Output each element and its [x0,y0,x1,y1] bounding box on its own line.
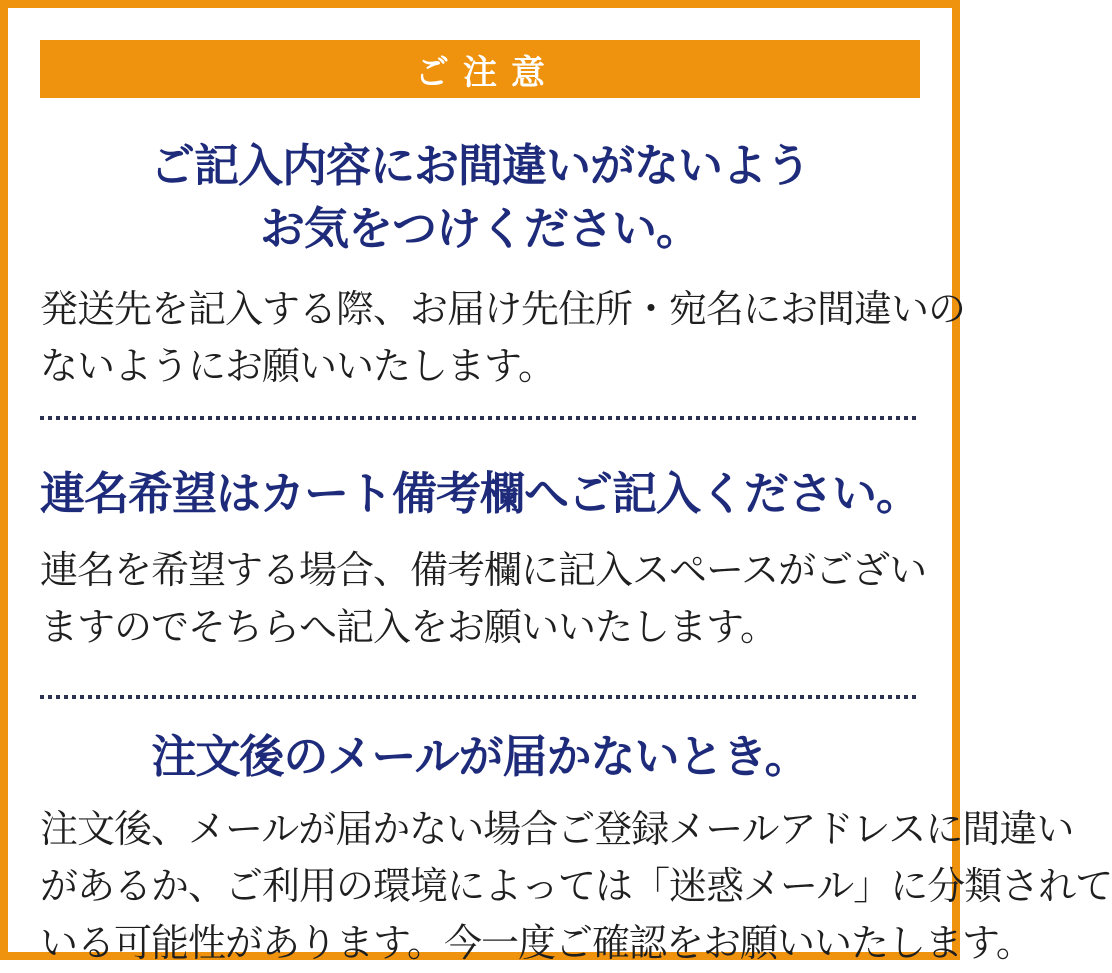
notice-header-bar [40,40,920,98]
body-line: 発送先を記入する際、お届け先住所・宛名にお間違いの [40,289,966,331]
section-entry-check [8,134,966,396]
dotted-divider [40,695,920,699]
heading-line: お気をつけください。 [259,203,700,254]
section-body [40,282,966,396]
body-line: があるか、ご利用の環境によっては「迷惑メール」に分類されて [40,866,1112,908]
body-line: いる可能性があります。今一度ご確認をお願いいたします。 [40,923,1033,965]
heading-line: ご記入内容にお間違いがないよう [149,140,810,191]
notice-title: ご注意 [415,53,559,92]
section-heading [40,725,920,788]
body-line: 注文後、メールが届かない場合ご登録メールアドレスに間違い [40,809,1074,851]
dotted-divider [40,416,920,420]
section-heading [40,134,920,260]
section-heading [40,462,920,525]
heading-line: 注文後のメールが届かないとき。 [151,731,809,782]
body-line: ないようにお願いいたします。 [40,346,555,388]
body-line: ますのでそちらへ記入をお願いいたします。 [40,607,777,649]
body-line: 連名を希望する場合、備考欄に記入スペースがござい [40,550,927,592]
section-body [40,802,1112,973]
section-body [40,543,927,657]
heading-line: 連名希望はカート備考欄へご記入ください。 [40,468,921,519]
section-mail-not-received [8,725,1112,973]
section-joint-name-request [8,462,952,657]
